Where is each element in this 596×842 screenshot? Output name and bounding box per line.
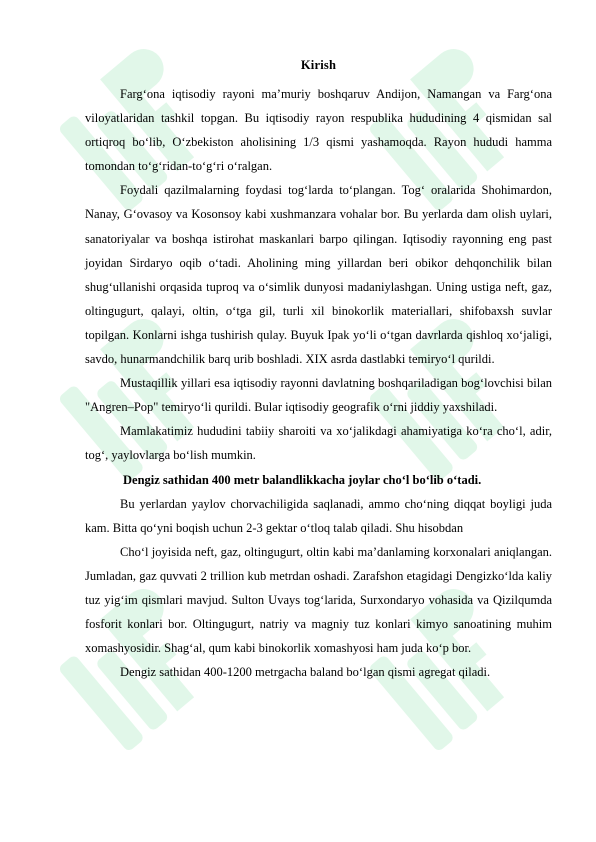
body-paragraph: Bu yerlardan yaylov chorvachiligida saqlanadi, ammo cho‘ning diqqat boyligi juda kam. Bitta qo‘yni boqish uchun 2-3 gektar o‘tloq talab qiladi. Shu hisobdan bbox=[85, 496, 552, 535]
document-body bbox=[85, 82, 552, 684]
body-paragraph: Farg‘ona iqtisodiy rayoni ma’muriy boshqaruv Andijon, Namangan va Farg‘ona viloyatlaridan tashkil topgan. Bu iqtisodiy rayon respublika hududining 4 qismidan sal ortiqroq bo‘lib, O‘zbekiston aholisining 1/3 qismi yashamoqda. Rayon hududi hamma tomondan to‘g‘ridan-to‘g‘ri o‘ralgan. bbox=[85, 87, 552, 174]
body-paragraph: Mustaqillik yillari esa iqtisodiy rayonni davlatning boshqariladigan bog‘lovchisi bilan "Angren–Pop" temiryo‘li qurildi. Bular iqtisodiy geografik o‘rni jiddiy yaxshiladi. bbox=[85, 376, 552, 415]
body-paragraph: Mamlakatimiz hududini tabiiy sharoiti va xo‘jalikdagi ahamiyatiga ko‘ra cho‘l, adir, tog‘, yaylovlarga bo‘lish mumkin. bbox=[85, 424, 552, 463]
body-paragraph: Cho‘l joyisida neft, gaz, oltingugurt, oltin kabi ma’danlaming korxonalari aniqlangan. Jumladan, gaz quvvati 2 trillion kub metrdan oshadi. Zarafshon etagidagi Dengizko‘lda kaliy tuz yig‘im qismlari mavjud. Sulton Uvays tog‘larida, Surxondaryo vohasida va Qizilqumda fosforit konlari bor. Oltingugurt, natriy va magniy tuz konlari kimyo sanoatining muhim xomashyosidir. Shag‘al, qum kabi binokorlik xomashyosi ham juda ko‘p bor. bbox=[85, 544, 552, 656]
section-heading-paragraph: Dengiz sathidan 400 metr balandlikkacha joylar cho‘l bo‘lib o‘tadi. bbox=[123, 472, 482, 487]
body-paragraph: Foydali qazilmalarning foydasi tog‘larda to‘plangan. Tog‘ oralarida Shohimardon, Nanay, G‘ovasoy va Kosonsoy kabi xushmanzara vohalar bor. Bu yerlarda dam olish uylari, sanatoriyalar va boshqa istirohat maskanlari barpo qilingan. Iqtisodiy rayonning eng past joyidan Sirdaryo oqib o‘tadi. Aholining ming yillardan beri obikor dehqonchilik bilan shug‘ullanishi orqasida tuproq va o‘simlik dunyosi madaniylashgan. Uning ustiga neft, gaz, oltingugurt, qalayi, oltin, o‘tga gil, turli xil binokorlik materiallari, shifobaxsh suvlar topilgan. Konlarni ishga tushirish qulay. Buyuk Ipak yo‘li o‘tgan davrlarda qishloq xo‘jaligi, savdo, hunarmandchilik barq urib boshladi. XIX asrda dastlabki temiryo‘l qurildi. bbox=[85, 183, 552, 367]
page-title: Kirish bbox=[300, 58, 337, 72]
document-page bbox=[85, 55, 552, 684]
body-paragraph: Dengiz sathidan 400-1200 metrgacha baland bo‘lgan qismi agregat qiladi. bbox=[120, 665, 491, 680]
